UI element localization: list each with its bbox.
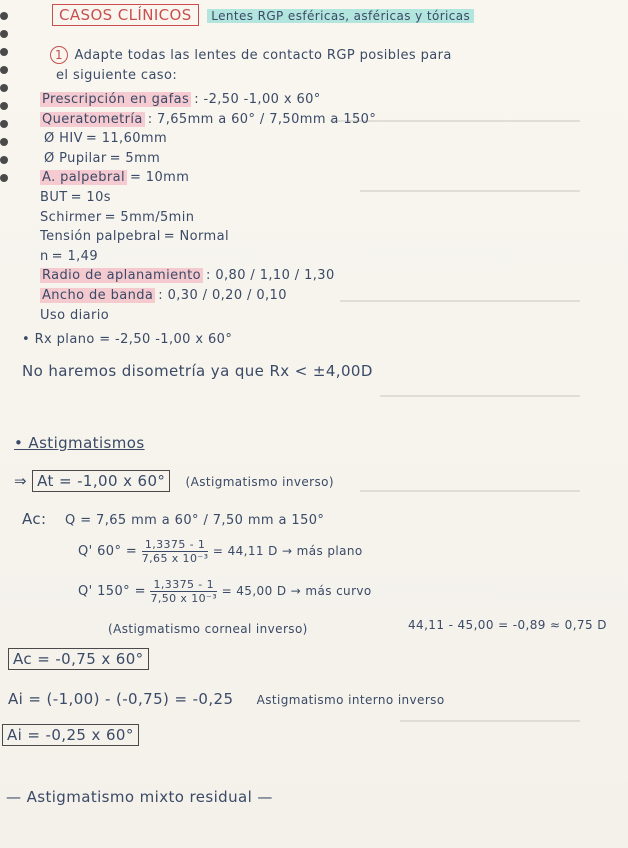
- intro-line-1: Adapte todas las lentes de contacto RGP posibles para: [74, 48, 452, 63]
- rx-line: • Rx plano = -2,50 -1,00 x 60°: [22, 332, 233, 347]
- header: [52, 6, 474, 24]
- at-box: At = -1,00 x 60°: [32, 470, 170, 492]
- parameter-value: : -2,50 -1,00 x 60°: [194, 92, 321, 107]
- parameter-row: [40, 92, 321, 107]
- binding-ring: [0, 48, 8, 56]
- parameter-label: BUT: [40, 190, 68, 205]
- ai-row: [8, 690, 445, 708]
- binding-ring: [0, 84, 8, 92]
- parameter-row: [44, 151, 160, 166]
- binding-ring: [0, 138, 8, 146]
- binding-ring: [0, 12, 8, 20]
- ac-type: (Astigmatismo corneal inverso): [108, 622, 308, 636]
- parameter-label: Radio de aplanamiento: [42, 268, 202, 284]
- ac-calc-2: Q' 150° = $\frac{1,3375 - 1}{\text{7,50 x 10⁻³}}$ = 45,00 D → más curvo: [78, 578, 372, 605]
- binding-ring: [0, 102, 8, 110]
- parameter-row: [40, 268, 335, 283]
- header-tag: CASOS CLÍNICOS: [52, 4, 199, 26]
- parameter-label: Ø HIV: [44, 131, 83, 147]
- parameter-value: = 1,49: [51, 248, 99, 264]
- anisometropia-note: No haremos disometría ya que Rx < ±4,00D: [22, 362, 373, 380]
- parameter-value: = Normal: [163, 229, 229, 245]
- fraction: $\frac{1,3375 - 1}{\text{7,65 x 10⁻³}}$: [141, 538, 209, 565]
- parameter-value: = 5mm: [109, 150, 161, 166]
- parameter-label: Ø Pupilar: [44, 150, 107, 166]
- parameter-label: Tensión palpebral: [40, 229, 161, 245]
- ai-note: Astigmatismo interno inverso: [256, 693, 445, 707]
- intro-line-2: el siguiente caso:: [56, 68, 178, 83]
- parameter-value: = 5mm/5min: [104, 209, 195, 225]
- binding-ring: [0, 174, 8, 182]
- ac-label: Ac:: [22, 510, 47, 528]
- header-subtitle: Lentes RGP esféricas, asféricas y tóricas: [207, 9, 474, 23]
- parameter-value: = 10mm: [129, 170, 190, 186]
- binding-ring: [0, 30, 8, 38]
- parameter-row: [40, 210, 194, 225]
- ai-line: Ai = (-1,00) - (-0,75) = -0,25: [8, 690, 234, 708]
- ac-diff: 44,11 - 45,00 = -0,89 ≈ 0,75 D: [408, 618, 607, 632]
- parameter-row: [40, 308, 112, 323]
- ac-box: Ac = -0,75 x 60°: [8, 648, 149, 670]
- parameter-row: [40, 229, 229, 244]
- parameter-row: [40, 288, 287, 303]
- parameter-value: = 11,60mm: [85, 131, 168, 147]
- parameter-value: : 0,30 / 0,20 / 0,10: [158, 288, 287, 303]
- ai-result: [2, 726, 139, 744]
- parameter-row: [40, 170, 189, 185]
- parameter-label: Ancho de banda: [42, 288, 154, 303]
- ac-result: [8, 650, 149, 668]
- ac-row: [22, 510, 324, 528]
- parameter-row: [40, 112, 376, 127]
- parameter-value: : 7,65mm a 60° / 7,50mm a 150°: [147, 111, 377, 127]
- binding-ring: [0, 120, 8, 128]
- parameter-label: Uso diario: [40, 307, 110, 323]
- parameter-label: Prescripción en gafas: [42, 92, 190, 107]
- binding-ring: [0, 156, 8, 164]
- parameter-label: A. palpebral: [42, 170, 125, 186]
- at-note: (Astigmatismo inverso): [185, 475, 334, 489]
- parameter-label: Schirmer: [40, 209, 102, 225]
- problem-intro: [50, 46, 452, 64]
- ai-box: Ai = -0,25 x 60°: [2, 724, 139, 746]
- parameter-row: [40, 249, 98, 264]
- parameter-value: = 10s: [70, 190, 111, 205]
- parameter-value: : 0,80 / 1,10 / 1,30: [206, 268, 335, 284]
- binding-ring: [0, 66, 8, 74]
- at-row: ⇒ At = -1,00 x 60° (Astigmatismo inverso): [14, 472, 334, 490]
- ac-calc-1: Q' 60° = $\frac{1,3375 - 1}{\text{7,65 x 10⁻³}}$ = 44,11 D → más plano: [78, 538, 363, 565]
- ac-line: Q = 7,65 mm a 60° / 7,50 mm a 150°: [65, 513, 325, 528]
- parameter-row: [44, 131, 167, 146]
- parameter-row: [40, 190, 111, 205]
- astig-heading: • Astigmatismos: [14, 434, 145, 452]
- footer-note: — Astigmatismo mixto residual —: [6, 788, 273, 806]
- parameter-label: n: [40, 248, 49, 264]
- fraction: $\frac{1,3375 - 1}{\text{7,50 x 10⁻³}}$: [150, 578, 218, 605]
- problem-number: 1: [50, 46, 68, 64]
- parameter-label: Queratometría: [42, 111, 143, 127]
